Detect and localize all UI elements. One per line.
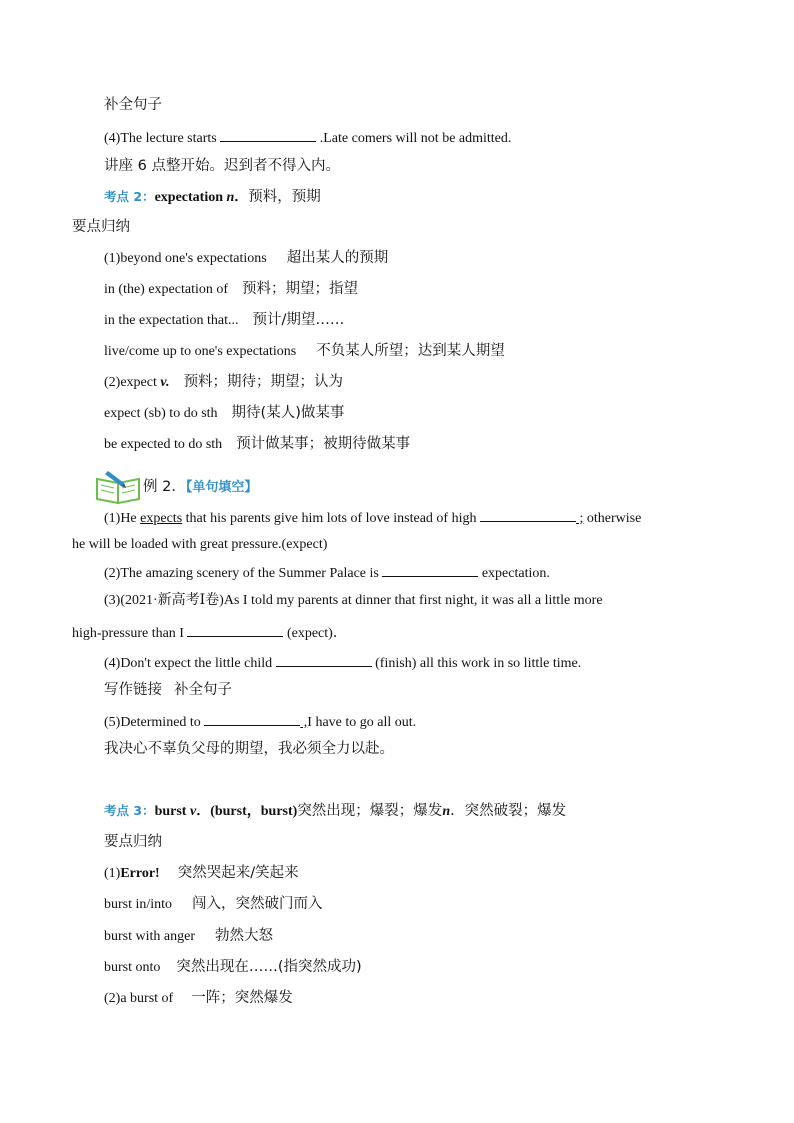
- phrase-item: expect (sb) to do sth 期待(某人)做某事: [104, 405, 345, 421]
- exercise-4-translation: 讲座 6 点整开始。迟到者不得入内。: [104, 158, 340, 174]
- answer-blank[interactable]: [382, 563, 478, 577]
- exercise-5-translation: 我决心不辜负父母的期望，我必须全力以赴。: [104, 741, 394, 757]
- answer-blank[interactable]: [187, 623, 283, 637]
- exercise-1-line-2: he will be loaded with great pressure.(expect): [72, 537, 328, 552]
- answer-blank[interactable]: [204, 712, 300, 726]
- exercise-2: (2)The amazing scenery of the Summer Palace is expectation.: [104, 563, 550, 583]
- exercise-3-line-2: high-pressure than I (expect)．: [72, 623, 347, 643]
- answer-blank[interactable]: [220, 128, 316, 142]
- phrase-item: live/come up to one's expectations 不负某人所望；达到某人期望: [104, 343, 505, 359]
- phrase-item: (1)Error! 突然哭起来/笑起来: [104, 865, 299, 881]
- summary-heading: 要点归纳: [104, 834, 162, 850]
- exercise-4-lecture: (4)The lecture starts .Late comers will not be admitted.: [104, 128, 511, 148]
- key-point-2-heading: 考点 2：expectation n．预料，预期: [104, 189, 321, 205]
- phrase-item: be expected to do sth 预计做某事；被期待做某事: [104, 436, 411, 452]
- phrase-item: (1)beyond one's expectations 超出某人的预期: [104, 250, 389, 266]
- exercise-4: (4)Don't expect the little child (finish) all this work in so little time.: [104, 653, 581, 673]
- fill-sentence-heading: 补全句子: [104, 97, 162, 113]
- answer-blank[interactable]: [276, 653, 372, 667]
- exercise-1-line-1: (1)He expects that his parents give him lots of love instead of high ; otherwise: [104, 508, 641, 528]
- answer-blank[interactable]: [480, 508, 576, 522]
- phrase-item: burst with anger 勃然大怒: [104, 928, 273, 944]
- phrase-item: (2)a burst of 一阵；突然爆发: [104, 990, 293, 1006]
- exercise-5: (5)Determined to ,I have to go all out.: [104, 712, 416, 732]
- phrase-item: burst in/into 闯入，突然破门而入: [104, 896, 323, 912]
- writing-link-heading: 写作链接 补全句子: [104, 682, 232, 698]
- phrase-item: (2)expect v. 预料；期待；期望；认为: [104, 374, 344, 390]
- example-2-heading: 例 2．【单句填空】: [143, 479, 258, 495]
- summary-heading: 要点归纳: [72, 219, 130, 235]
- open-book-pencil-icon: [94, 469, 144, 505]
- phrase-item: in the expectation that... 预计/期望……: [104, 312, 345, 328]
- exercise-3-line-1: (3)(2021·新高考Ⅰ卷)As I told my parents at dinner that first night, it was all a little more: [104, 593, 603, 608]
- phrase-item: burst onto 突然出现在……(指突然成功): [104, 959, 362, 975]
- key-point-3-heading: 考点 3：burst v．(burst，burst)突然出现；爆裂；爆发n．突然破裂；爆发: [104, 803, 567, 819]
- phrase-item: in (the) expectation of 预料；期望；指望: [104, 281, 359, 297]
